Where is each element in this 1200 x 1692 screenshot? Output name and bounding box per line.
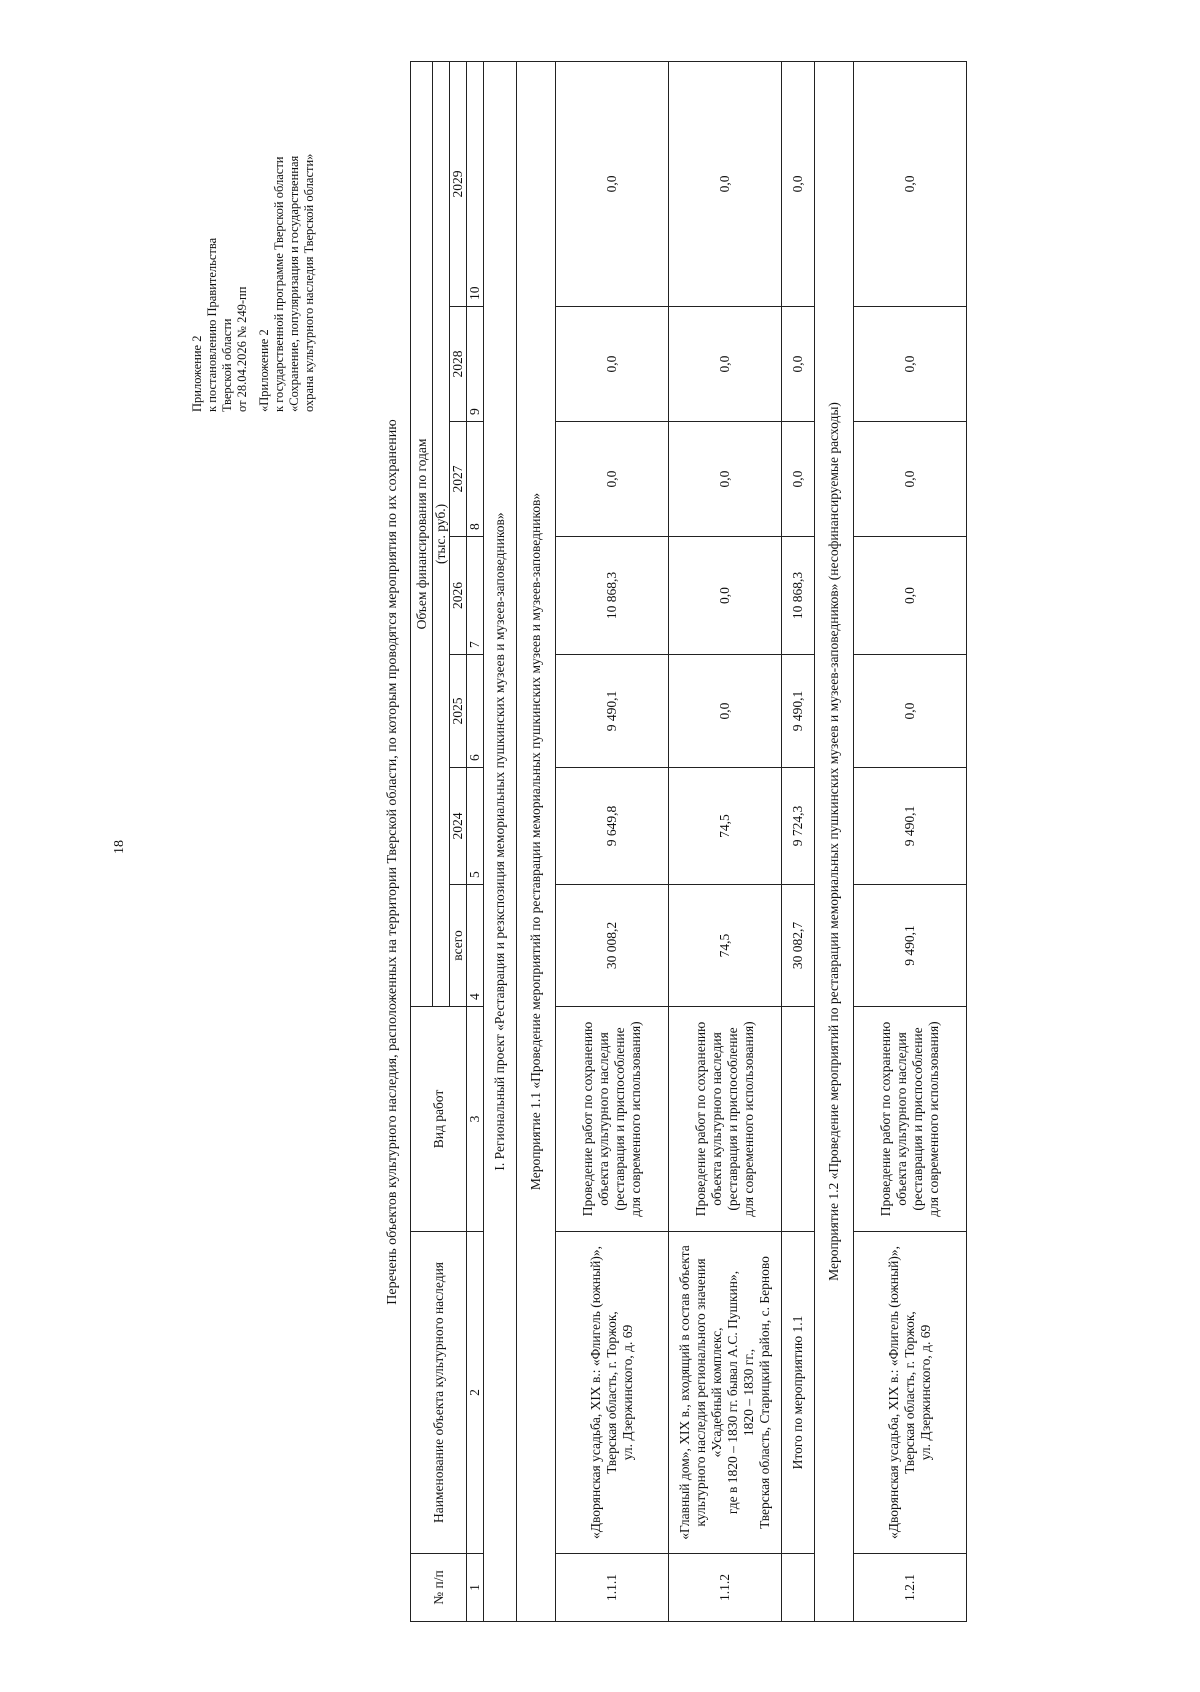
- value-2026: 10 868,3: [556, 537, 669, 655]
- total-empty-cell: [782, 1007, 815, 1232]
- page-number: 18: [112, 840, 127, 854]
- total-label: Итого по мероприятию 1.1: [782, 1232, 815, 1554]
- header-work: Вид работ: [411, 1007, 467, 1232]
- header-total: всего: [450, 885, 467, 1007]
- name-line: Тверская область, Старицкий район, с. Берново: [757, 1256, 772, 1529]
- approval-line: Тверской области: [220, 318, 234, 412]
- column-number: 4: [467, 885, 484, 1007]
- header-year: 2028: [450, 307, 467, 422]
- value-2024: 9 649,8: [556, 768, 669, 885]
- total-empty-cell: [782, 1554, 815, 1622]
- measure-row: [517, 61, 556, 1621]
- header-year: 2029: [450, 61, 467, 306]
- value-2026: 0,0: [669, 537, 782, 655]
- name-line: ул. Дзержинского, д. 69: [620, 1324, 635, 1461]
- header-row: [411, 61, 433, 1621]
- work-line: для современного использования): [628, 1021, 643, 1217]
- header-funding: Объем финансирования по годам: [411, 61, 433, 1006]
- name-line: «Главный дом», XIX в., входящий в состав объекта: [677, 1245, 692, 1540]
- project-row: [484, 61, 517, 1621]
- value-2027: 0,0: [669, 422, 782, 537]
- value-2026: 0,0: [854, 537, 967, 655]
- total-value: 9 490,1: [782, 655, 815, 768]
- name-line: ул. Дзержинского, д. 69: [918, 1324, 933, 1461]
- column-number: 8: [467, 422, 484, 537]
- value-total: 9 490,1: [854, 885, 967, 1007]
- project-title: I. Региональный проект «Реставрация и резкспозиция мемориальных пушкинских музеев и музеев-заповедников»: [484, 61, 517, 1621]
- work-line: (реставрация и приспособление: [910, 1027, 925, 1211]
- column-number: 5: [467, 768, 484, 885]
- value-2027: 0,0: [556, 422, 669, 537]
- appendix-line: к государственной программе Тверской области: [272, 156, 286, 412]
- work-line: объекта культурного наследия: [596, 1032, 611, 1206]
- total-value: 9 724,3: [782, 768, 815, 885]
- approval-block: [190, 238, 250, 412]
- table-row: [669, 61, 782, 1621]
- row-work: [669, 1007, 782, 1232]
- row-work: [854, 1007, 967, 1232]
- measure-row: [815, 61, 854, 1621]
- row-name: [669, 1232, 782, 1554]
- total-value: 0,0: [782, 307, 815, 422]
- approval-line: Приложение 2: [190, 335, 204, 412]
- row-work: [556, 1007, 669, 1232]
- column-number: 6: [467, 655, 484, 768]
- value-2024: 9 490,1: [854, 768, 967, 885]
- total-value: 30 082,7: [782, 885, 815, 1007]
- header-year: 2027: [450, 422, 467, 537]
- column-number: 1: [467, 1554, 484, 1622]
- value-2025: 9 490,1: [556, 655, 669, 768]
- name-line: культурного наследия регионального значения: [693, 1258, 708, 1527]
- document-title: Перечень объектов культурного наследия, расположенных на территории Тверской области, по которым проводятся мероприятия по их сохранению: [385, 419, 400, 1305]
- total-value: 10 868,3: [782, 537, 815, 655]
- total-row: [782, 61, 815, 1621]
- measure-title: Мероприятие 1.2 «Проведение мероприятий по реставрации мемориальных пушкинских музеев и музеев-заповедников» (несофинансируемые расходы): [815, 61, 854, 1621]
- name-line: «Дворянская усадьба, XIX в.: «Флигель (южный)»,: [588, 1246, 603, 1539]
- row-name: [556, 1232, 669, 1554]
- value-2027: 0,0: [854, 422, 967, 537]
- name-line: Тверская область, г. Торжок,: [902, 1311, 917, 1474]
- row-name: [854, 1232, 967, 1554]
- heritage-objects-table: [410, 61, 967, 1622]
- header-year: 2024: [450, 768, 467, 885]
- column-number: 9: [467, 307, 484, 422]
- measure-title: Мероприятие 1.1 «Проведение мероприятий по реставрации мемориальных пушкинских музеев и музеев-заповедников»: [517, 61, 556, 1621]
- value-2028: 0,0: [556, 307, 669, 422]
- table-row: [854, 61, 967, 1621]
- value-2025: 0,0: [854, 655, 967, 768]
- work-line: объекта культурного наследия: [709, 1032, 724, 1206]
- name-line: Тверская область, г. Торжок,: [604, 1311, 619, 1474]
- value-total: 74,5: [669, 885, 782, 1007]
- value-total: 30 008,2: [556, 885, 669, 1007]
- header-name: Наименование объекта культурного наследия: [411, 1232, 467, 1554]
- appendix-line: «Сохранение, популяризация и государственная: [287, 155, 301, 412]
- work-line: (реставрация и приспособление: [612, 1027, 627, 1211]
- header-year: 2026: [450, 537, 467, 655]
- total-value: 0,0: [782, 422, 815, 537]
- name-line: «Усадебный комплекс,: [709, 1327, 724, 1458]
- column-numbers-row: [467, 61, 484, 1621]
- name-line: «Дворянская усадьба, XIX в.: «Флигель (южный)»,: [886, 1246, 901, 1539]
- value-2029: 0,0: [854, 61, 967, 306]
- name-line: где в 1820 – 1830 гг. бывал А.С. Пушкин»,: [725, 1270, 740, 1515]
- appendix-line: «Приложение 2: [257, 329, 271, 412]
- approval-line: от 28.04.2026 № 249-пп: [235, 286, 249, 412]
- row-num: 1.1.1: [556, 1554, 669, 1622]
- value-2024: 74,5: [669, 768, 782, 885]
- value-2029: 0,0: [556, 61, 669, 306]
- appendix-line: охрана культурного наследия Тверской области»: [302, 153, 316, 412]
- value-2025: 0,0: [669, 655, 782, 768]
- column-number: 10: [467, 61, 484, 306]
- row-num: 1.1.2: [669, 1554, 782, 1622]
- table-row: [556, 61, 669, 1621]
- value-2028: 0,0: [854, 307, 967, 422]
- work-line: (реставрация и приспособление: [725, 1027, 740, 1211]
- work-line: объекта культурного наследия: [894, 1032, 909, 1206]
- work-line: для современного использования): [741, 1021, 756, 1217]
- approval-line: к постановлению Правительства: [205, 237, 219, 412]
- header-unit: (тыс. руб.): [433, 61, 450, 1006]
- column-number: 7: [467, 537, 484, 655]
- value-2029: 0,0: [669, 61, 782, 306]
- name-line: 1820 – 1830 гг.,: [741, 1348, 756, 1437]
- value-2028: 0,0: [669, 307, 782, 422]
- work-line: Проведение работ по сохранению: [693, 1021, 708, 1217]
- header-year: 2025: [450, 655, 467, 768]
- header-num: № п/п: [411, 1554, 467, 1622]
- row-num: 1.2.1: [854, 1554, 967, 1622]
- work-line: Проведение работ по сохранению: [580, 1021, 595, 1217]
- total-value: 0,0: [782, 61, 815, 306]
- column-number: 3: [467, 1007, 484, 1232]
- column-number: 2: [467, 1232, 484, 1554]
- work-line: для современного использования): [926, 1021, 941, 1217]
- work-line: Проведение работ по сохранению: [878, 1021, 893, 1217]
- appendix-block: [257, 154, 317, 412]
